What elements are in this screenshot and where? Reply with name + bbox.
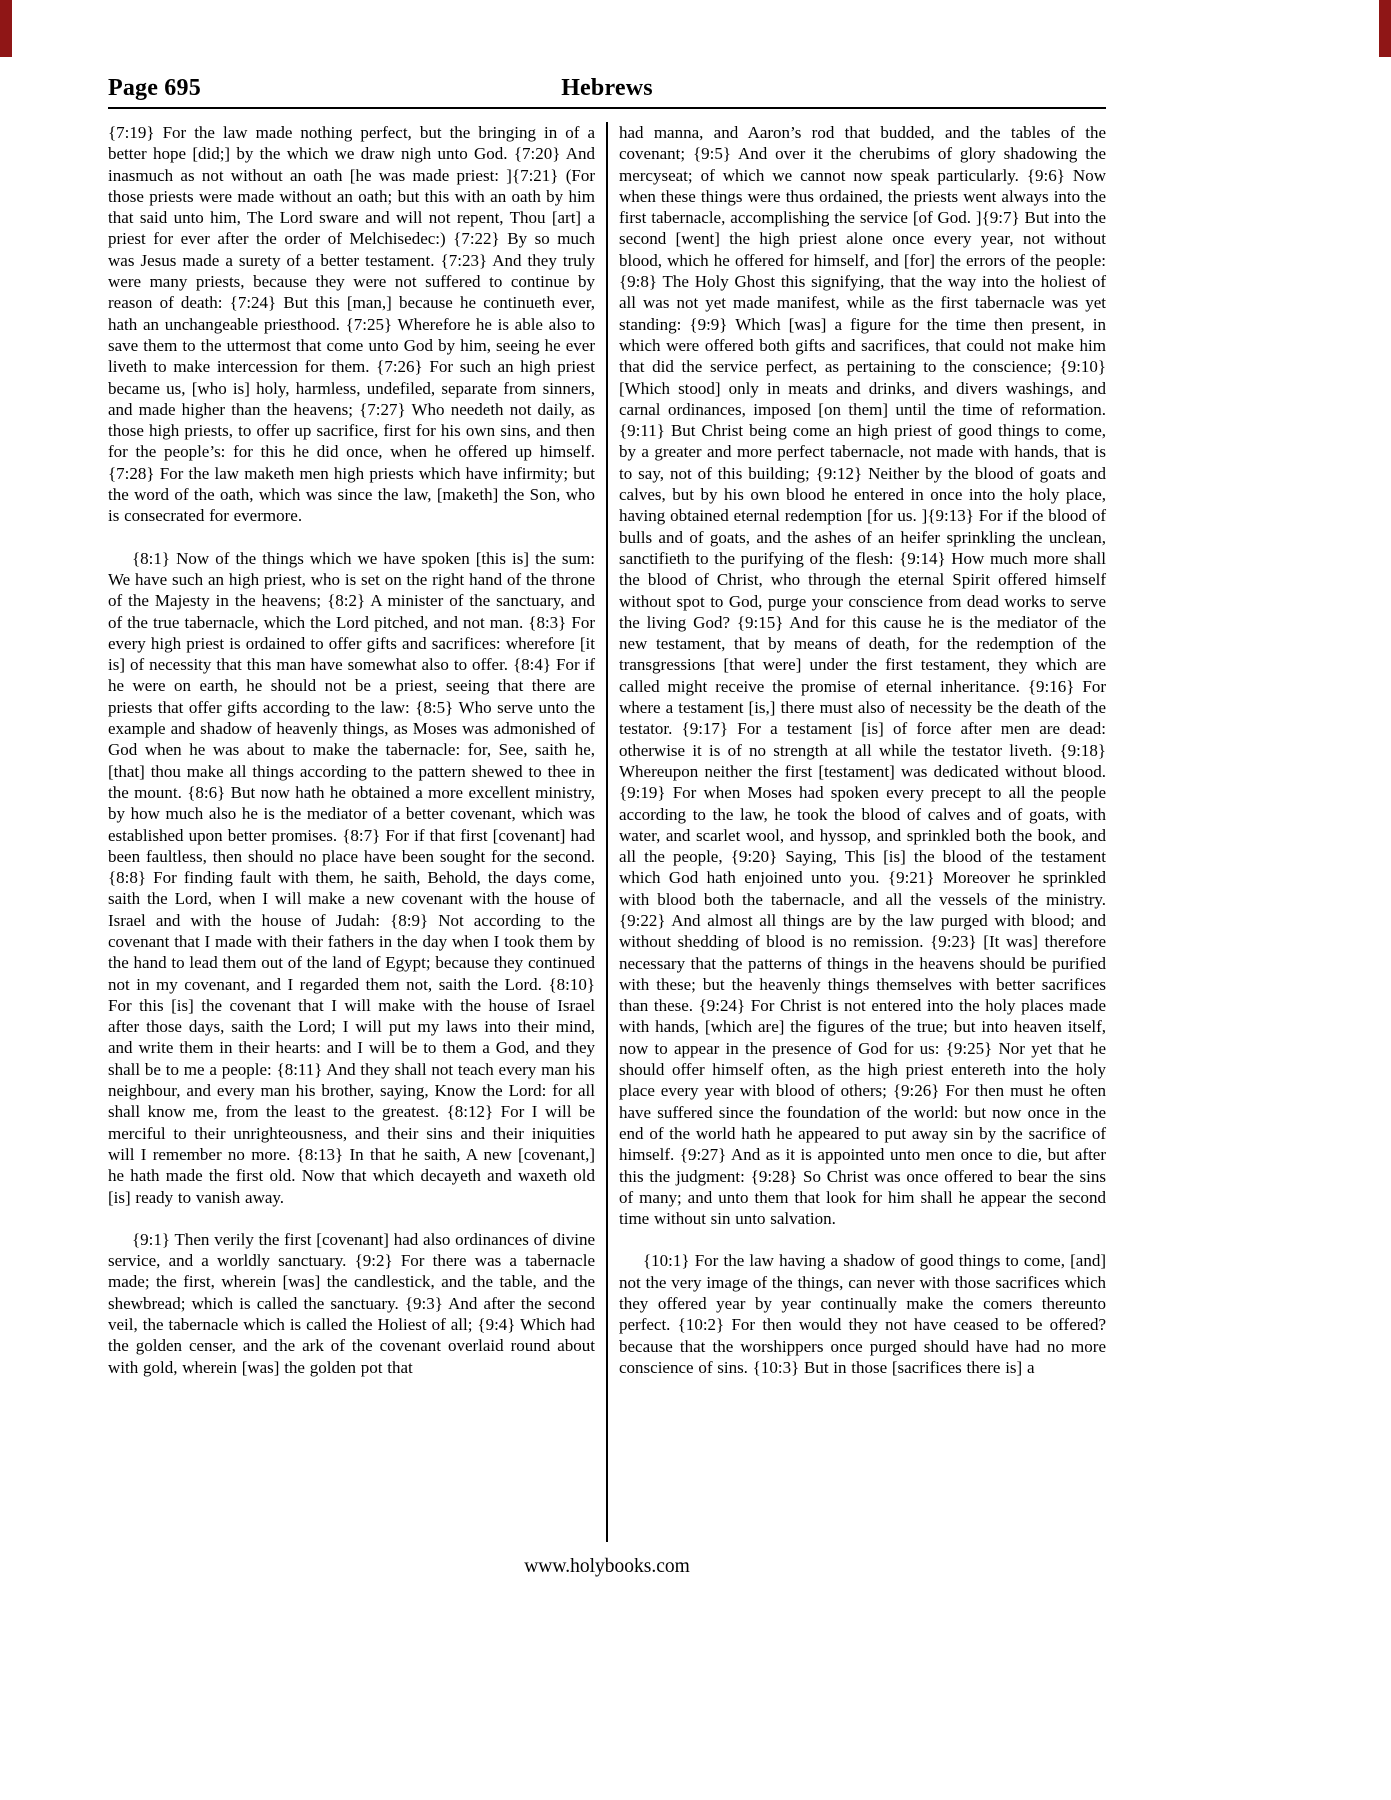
text-columns bbox=[108, 122, 1106, 1542]
page-footer bbox=[108, 1556, 1106, 1578]
paragraph: {9:1} Then verily the first [covenant] had also ordinances of divine service, and a worldly sanctuary. {9:2} For there was a tabernacle made; the first, wherein [was] the candlestick, and the table, and the shewbread; which is called the sanctuary. {9:3} And after the second veil, the tabernacle which is called the Holiest of all; {9:4} Which had the golden censer, and the ark of the covenant overlaid round about with gold, wherein [was] the golden pot that bbox=[108, 1229, 595, 1377]
page-content bbox=[108, 70, 1106, 1578]
corner-mark-left bbox=[0, 0, 12, 57]
right-column bbox=[619, 122, 1106, 1542]
paragraph: {7:19} For the law made nothing perfect, but the bringing in of a better hope [did;] by the which we draw nigh unto God. {7:20} And inasmuch as not without an oath [he was made priest: ]{7:21} (For those priests were made without an oath; but this with an oath by him that said unto him, The Lord sware and will not repent, Thou [art] a priest for ever after the order of Melchisedec:) {7:22} By so much was Jesus made a surety of a better testament. {7:23} And they truly were many priests, because they were not suffered to continue by reason of death: {7:24} But this [man,] because he continueth ever, hath an unchangeable priesthood. {7:25} Wherefore he is able also to save them to the uttermost that come unto God by him, seeing he ever liveth to make intercession for them. {7:26} For such an high priest became us, [who is] holy, harmless, undefiled, separate from sinners, and made higher than the heavens; {7:27} Who needeth not daily, as those high priests, to offer up sacrifice, first for his own sins, and then for the people’s: for this he did once, when he offered up himself. {7:28} For the law maketh men high priests which have infirmity; but the word of the oath, which was since the law, [maketh] the Son, who is consecrated for evermore. bbox=[108, 123, 595, 526]
page-number-label: Page 695 bbox=[108, 75, 201, 101]
header-rule bbox=[108, 107, 1106, 109]
paragraph: {10:1} For the law having a shadow of good things to come, [and] not the very image of the things, can never with those sacrifices which they offered year by year continually make the comers thereunto perfect. {10:2} For then would they not have ceased to be offered? because that the worshippers once purged should have had no more conscience of sins. {10:3} But in those [sacrifices there is] a bbox=[619, 1251, 1106, 1377]
corner-mark-right bbox=[1379, 0, 1391, 57]
page-header bbox=[108, 70, 1106, 102]
paragraph: {8:1} Now of the things which we have spoken [this is] the sum: We have such an high priest, who is set on the right hand of the throne of the Majesty in the heavens; {8:2} A minister of the sanctuary, and of the true tabernacle, which the Lord pitched, and not man. {8:3} For every high priest is ordained to offer gifts and sacrifices: wherefore [it is] of necessity that this man have somewhat also to offer. {8:4} For if he were on earth, he should not be a priest, seeing that there are priests that offer gifts according to the law: {8:5} Who serve unto the example and shadow of heavenly things, as Moses was admonished of God when he was about to make the tabernacle: for, See, saith he, [that] thou make all things according to the pattern shewed to thee in the mount. {8:6} But now hath he obtained a more excellent ministry, by how much also he is the mediator of a better covenant, which was established upon better promises. {8:7} For if that first [covenant] had been faultless, then should no place have been sought for the second. {8:8} For finding fault with them, he saith, Behold, the days come, saith the Lord, when I will make a new covenant with the house of Israel and with the house of Judah: {8:9} Not according to the covenant that I made with their fathers in the day when I took them by the hand to lead them out of the land of Egypt; because they continued not in my covenant, and I regarded them not, saith the Lord. {8:10} For this [is] the covenant that I will make with the house of Israel after those days, saith the Lord; I will put my laws into their mind, and write them in their hearts: and I will be to them a God, and they shall be to me a people: {8:11} And they shall not teach every man his neighbour, and every man his brother, saying, Know the Lord: for all shall know me, from the least to the greatest. {8:12} For I will be merciful to their unrighteousness, and their sins and their iniquities will I remember no more. {8:13} In that he saith, A new [covenant,] he hath made the first old. Now that which decayeth and waxeth old [is] ready to vanish away. bbox=[108, 548, 595, 1207]
column-divider bbox=[606, 122, 608, 1542]
paragraph: had manna, and Aaron’s rod that budded, and the tables of the covenant; {9:5} And over it the cherubims of glory shadowing the mercyseat; of which we cannot now speak particularly. {9:6} Now when these things were thus ordained, the priests went always into the first tabernacle, accomplishing the service [of God. ]{9:7} But into the second [went] the high priest alone once every year, not without blood, which he offered for himself, and [for] the errors of the people: {9:8} The Holy Ghost this signifying, that the way into the holiest of all was not yet made manifest, while as the first tabernacle was yet standing: {9:9} Which [was] a figure for the time then present, in which were offered both gifts and sacrifices, that could not make him that did the service perfect, as pertaining to the conscience; {9:10} [Which stood] only in meats and drinks, and divers washings, and carnal ordinances, imposed [on them] until the time of reformation. {9:11} But Christ being come an high priest of good things to come, by a greater and more perfect tabernacle, not made with hands, that is to say, not of this building; {9:12} Neither by the blood of goats and calves, but by his own blood he entered in once into the holy place, having obtained eternal redemption [for us. ]{9:13} For if the blood of bulls and of goats, and the ashes of an heifer sprinkling the unclean, sanctifieth to the purifying of the flesh: {9:14} How much more shall the blood of Christ, who through the eternal Spirit offered himself without spot to God, purge your conscience from dead works to serve the living God? {9:15} And for this cause he is the mediator of the new testament, that by means of death, for the redemption of the transgressions [that were] under the first testament, they which are called might receive the promise of eternal inheritance. {9:16} For where a testament [is,] there must also of necessity be the death of the testator. {9:17} For a testament [is] of force after men are dead: otherwise it is of no strength at all while the testator liveth. {9:18} Whereupon neither the first [testament] was dedicated without blood. {9:19} For when Moses had spoken every precept to all the people according to the law, he took the blood of calves and of goats, with water, and scarlet wool, and hyssop, and sprinkled both the book, and all the people, {9:20} Saying, This [is] the blood of the testament which God hath enjoined unto you. {9:21} Moreover he sprinkled with blood both the tabernacle, and all the vessels of the ministry. {9:22} And almost all things are by the law purged with blood; and without shedding of blood is no remission. {9:23} [It was] therefore necessary that the patterns of things in the heavens should be purified with these; but the heavenly things themselves with better sacrifices than these. {9:24} For Christ is not entered into the holy places made with hands, [which are] the figures of the true; but into heaven itself, now to appear in the presence of God for us: {9:25} Nor yet that he should offer himself often, as the high priest entereth into the holy place every year with blood of others; {9:26} For then must he often have suffered since the foundation of the world: but now once in the end of the world hath he appeared to put away sin by the sacrifice of himself. {9:27} And as it is appointed unto men once to die, but after this the judgment: {9:28} So Christ was once offered to bear the sins of many; and unto them that look for him shall he appear the second time without sin unto salvation. bbox=[619, 123, 1106, 1229]
left-column bbox=[108, 122, 595, 1542]
footer-url-link[interactable]: www.holybooks.com bbox=[524, 1556, 690, 1577]
book-title: Hebrews bbox=[561, 75, 653, 101]
